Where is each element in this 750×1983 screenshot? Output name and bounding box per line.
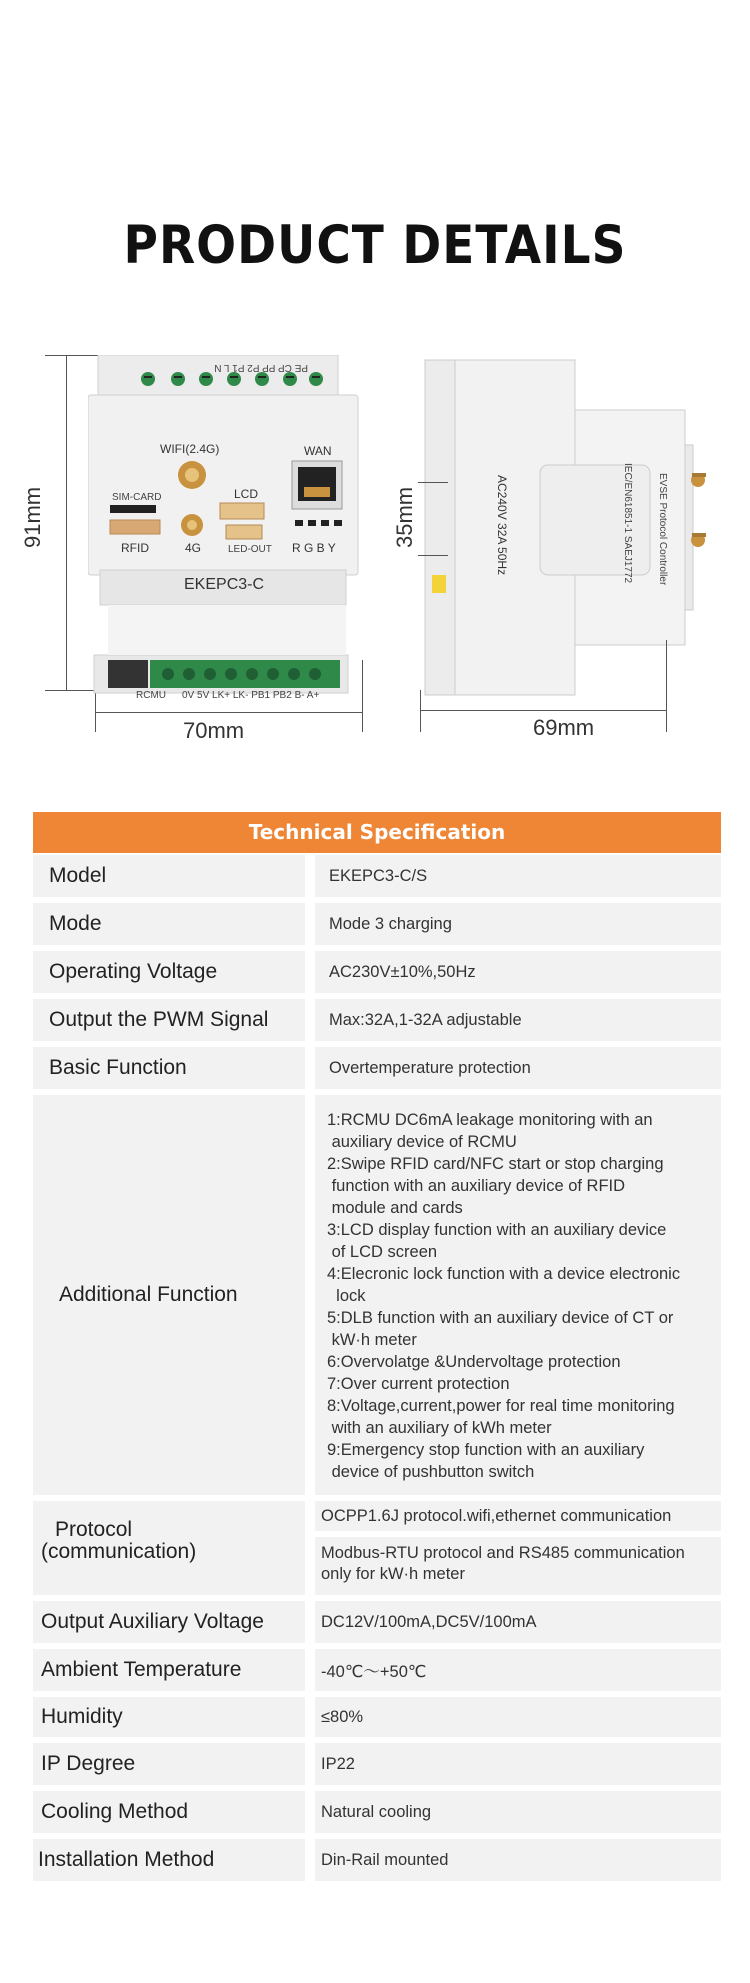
terminal-bottom-labels: 0V 5V LK+ LK- PB1 PB2 B- A+	[182, 690, 320, 700]
spec-value: ≤80%	[315, 1697, 721, 1737]
dim-line-lcd-bottom	[418, 555, 448, 556]
side-rating-label: AC240V 32A 50Hz	[495, 475, 509, 576]
list-item: kW·h meter	[327, 1331, 417, 1349]
protocol-label-line2: (communication)	[41, 1540, 197, 1563]
side-standard-label: IEC/EN61851-1 SAEJ1772	[622, 463, 633, 584]
spec-value: Natural cooling	[315, 1791, 721, 1833]
wifi-label: WIFI(2.4G)	[160, 442, 220, 456]
spec-label: Humidity	[33, 1697, 305, 1737]
spec-label: Cooling Method	[33, 1791, 305, 1833]
table-row	[33, 1095, 721, 1495]
list-item: function with an auxiliary device of RFID	[327, 1177, 626, 1195]
dim-line-depth-left	[420, 690, 421, 732]
spec-value: Din-Rail mounted	[315, 1839, 721, 1881]
dim-line-width	[95, 712, 363, 713]
list-item: 2:Swipe RFID card/NFC start or stop charging	[327, 1155, 664, 1173]
width-dimension: 70mm	[183, 718, 245, 743]
table-row	[33, 1697, 721, 1737]
protocol-value-line1: Modbus-RTU protocol and RS485 communication	[321, 1544, 685, 1562]
table-row	[33, 1649, 721, 1691]
lcd-label: LCD	[234, 487, 259, 501]
list-item: 4:Elecronic lock function with a device electronic	[327, 1265, 681, 1283]
table-row	[33, 1501, 721, 1595]
dim-line-depth	[420, 710, 667, 711]
list-item: module and cards	[327, 1199, 463, 1217]
protocol-label-line1: Protocol	[55, 1518, 133, 1541]
spec-label: Mode	[33, 903, 305, 945]
rgby-label: R G B Y	[292, 541, 336, 555]
depth-dimension: 69mm	[533, 715, 595, 740]
table-row	[33, 999, 721, 1041]
spec-value: Mode 3 charging	[315, 903, 721, 945]
spec-label: Model	[33, 855, 305, 897]
table-row	[33, 951, 721, 993]
wan-label: WAN	[304, 444, 332, 458]
spec-header: Technical Specification	[33, 812, 721, 853]
spec-label: IP Degree	[33, 1743, 305, 1785]
rfid-label: RFID	[121, 541, 149, 555]
list-item: 9:Emergency stop function with an auxiliary	[327, 1441, 645, 1459]
spec-value: AC230V±10%,50Hz	[315, 951, 721, 993]
list-item: device of pushbutton switch	[327, 1463, 535, 1481]
rcmu-label: RCMU	[136, 690, 166, 700]
dim-line-lcd-top	[418, 482, 448, 483]
list-item: with an auxiliary of kWh meter	[327, 1419, 552, 1437]
spec-value: DC12V/100mA,DC5V/100mA	[315, 1601, 721, 1643]
spec-table	[33, 812, 721, 1881]
lcd-dimension: 35mm	[392, 486, 417, 548]
list-item: lock	[327, 1287, 366, 1305]
list-item: 3:LCD display function with an auxiliary device	[327, 1221, 667, 1239]
spec-label: Operating Voltage	[33, 951, 305, 993]
sim-label: SIM-CARD	[112, 492, 162, 503]
spec-value: OCPP1.6J protocol.wifi,ethernet communication	[315, 1501, 721, 1531]
front-view	[88, 355, 378, 700]
dim-line-height	[66, 355, 67, 691]
spec-label	[33, 1501, 305, 1595]
spec-value	[315, 1537, 721, 1595]
spec-value: EKEPC3-C/S	[315, 855, 721, 897]
spec-label: Ambient Temperature	[33, 1649, 305, 1691]
table-row	[33, 1601, 721, 1643]
table-row	[33, 903, 721, 945]
front-device-illustration	[88, 355, 378, 700]
protocol-value-line2: only for kW·h meter	[321, 1565, 465, 1583]
side-product-label: EVSE Protocol Controller	[657, 473, 668, 586]
list-item: 6:Overvolatge &Undervoltage protection	[327, 1353, 621, 1371]
additional-function-list	[315, 1095, 721, 1495]
spec-label: Installation Method	[33, 1839, 305, 1881]
terminal-top-labels: PE CP PP P2 P1 L N	[214, 362, 308, 373]
height-dimension: 91mm	[20, 486, 45, 548]
model-label: EKEPC3-C	[184, 576, 265, 593]
list-item: 5:DLB function with an auxiliary device of CT or	[327, 1309, 674, 1327]
list-item: 8:Voltage,current,power for real time monitoring	[327, 1397, 675, 1415]
spec-value: -40℃～+50℃	[315, 1649, 721, 1691]
list-item: 7:Over current protection	[327, 1375, 510, 1393]
table-row	[33, 1743, 721, 1785]
spec-label: Output Auxiliary Voltage	[33, 1601, 305, 1643]
4g-label: 4G	[185, 541, 202, 555]
spec-label: Basic Function	[33, 1047, 305, 1089]
table-row	[33, 855, 721, 897]
spec-label: Output the PWM Signal	[33, 999, 305, 1041]
table-row	[33, 1839, 721, 1881]
list-item: of LCD screen	[327, 1243, 438, 1261]
list-item: auxiliary device of RCMU	[327, 1133, 517, 1151]
table-row	[33, 1047, 721, 1089]
dim-line-depth-right	[666, 640, 667, 732]
spec-label: Additional Function	[33, 1095, 305, 1495]
table-row	[33, 1791, 721, 1833]
spec-value: Overtemperature protection	[315, 1047, 721, 1089]
spec-value: IP22	[315, 1743, 721, 1785]
led-out-label: LED-OUT	[228, 544, 272, 555]
spec-value: Max:32A,1-32A adjustable	[315, 999, 721, 1041]
list-item: 1:RCMU DC6mA leakage monitoring with an	[327, 1111, 653, 1129]
page-title: PRODUCT DETAILS	[123, 214, 627, 277]
